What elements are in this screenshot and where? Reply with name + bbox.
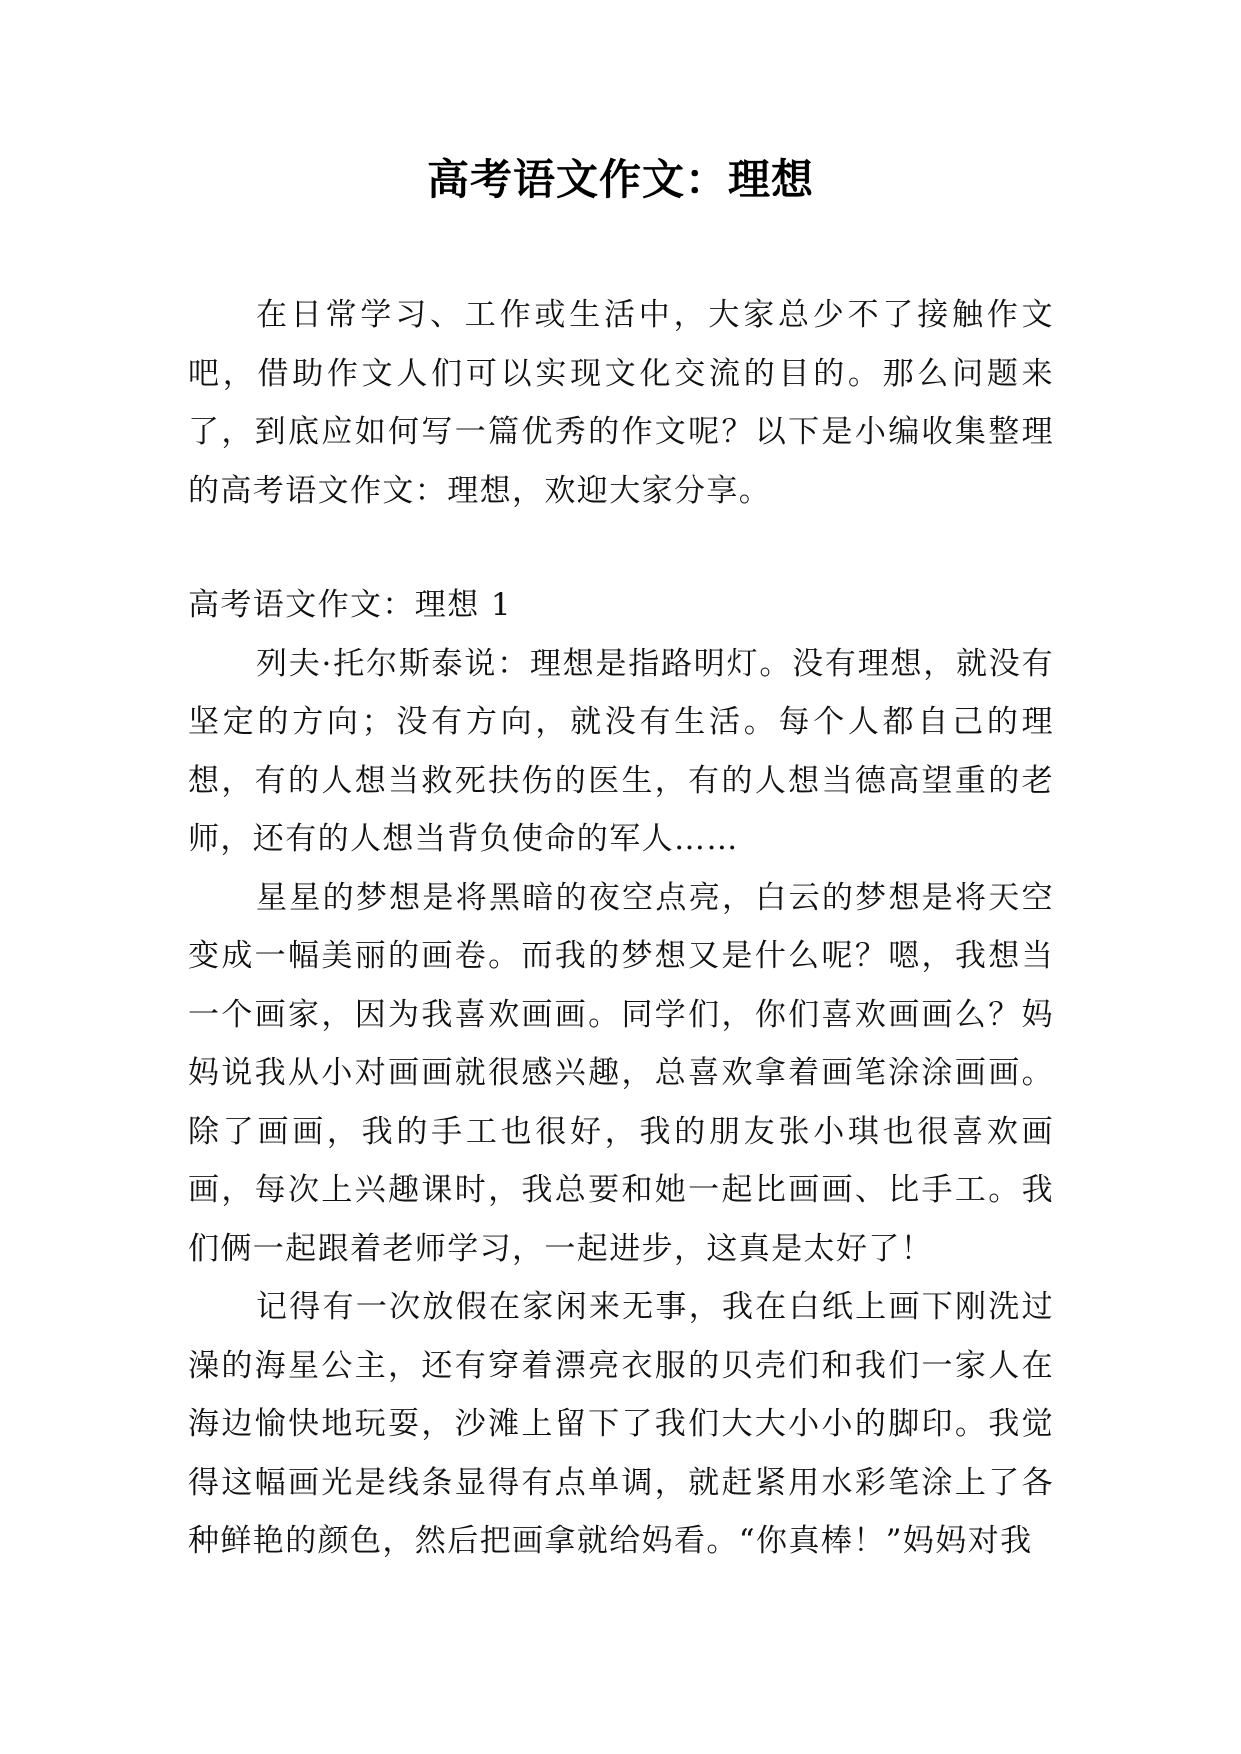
section-heading: 高考语文作文：理想 1 [188, 587, 512, 623]
document-title: 高考语文作文：理想 [426, 155, 814, 204]
intro-paragraph: 在日常学习、工作或生活中，大家总少不了接触作文吧，借助作文人们可以实现文化交流的目的。那么问题来了，到底应如何写一篇优秀的作文呢？以下是小编收集整理的高考语文作文：理想，欢迎大家分享。 [188, 297, 1054, 509]
essay-paragraph-1: 列夫·托尔斯泰说：理想是指路明灯。没有理想，就没有坚定的方向；没有方向，就没有生活。每个人都自己的理想，有的人想当救死扶伤的医生，有的人想当德高望重的老师，还有的人想当背负使命的军人…… [188, 645, 1054, 857]
essay-paragraph-3: 记得有一次放假在家闲来无事，我在白纸上画下刚洗过澡的海星公主，还有穿着漂亮衣服的贝壳们和我们一家人在海边愉快地玩耍，沙滩上留下了我们大大小小的脚印。我觉得这幅画光是线条显得有点单调，就赶紧用水彩笔涂上了各种鲜艳的颜色，然后把画拿就给妈看。“你真棒！”妈妈对我 [188, 1289, 1054, 1559]
essay-paragraph-2: 星星的梦想是将黑暗的夜空点亮，白云的梦想是将天空变成一幅美丽的画卷。而我的梦想又是什么呢？嗯，我想当一个画家，因为我喜欢画画。同学们，你们喜欢画画么？妈妈说我从小对画画就很感兴趣，总喜欢拿着画笔涂涂画画。除了画画，我的手工也很好，我的朋友张小琪也很喜欢画画，每次上兴趣课时，我总要和她一起比画画、比手工。我们俩一起跟着老师学习，一起进步，这真是太好了！ [188, 879, 1054, 1267]
essay-section-1 [188, 576, 1054, 1571]
